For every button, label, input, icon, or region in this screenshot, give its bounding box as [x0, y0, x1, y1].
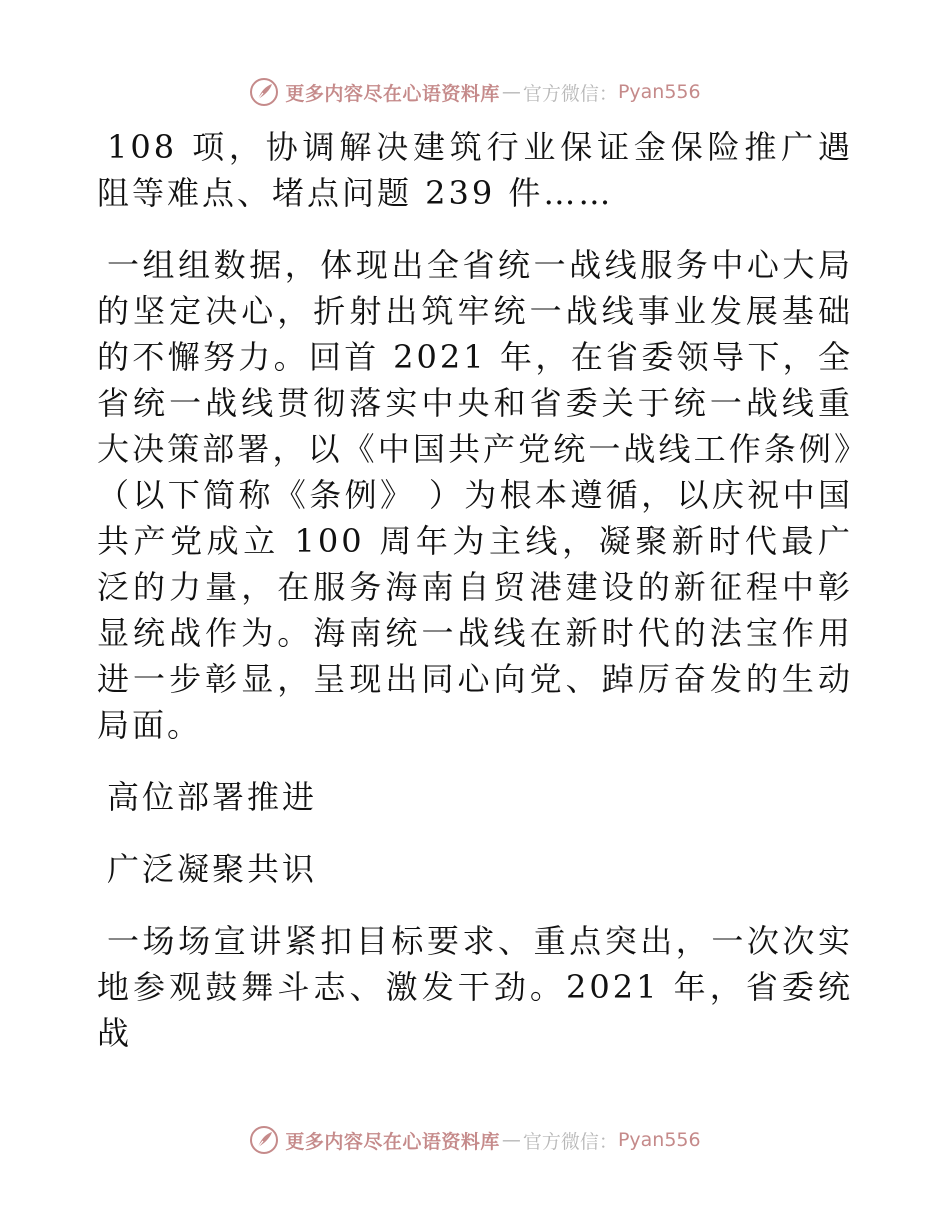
section-heading-2: 广泛凝聚共识	[107, 850, 318, 888]
watermark-wechat-id: Pyan556	[617, 1129, 701, 1151]
section-heading-1: 高位部署推进	[107, 778, 318, 816]
watermark-separator: —	[501, 1129, 521, 1151]
feather-pen-icon	[249, 1125, 279, 1155]
paragraph-3: 一场场宣讲紧扣目标要求、重点突出，一次次实地参观鼓舞斗志、激发干劲。2021 年，省委统战	[97, 922, 853, 1052]
watermark-wechat-id: Pyan556	[617, 81, 701, 103]
page-footer-watermark	[0, 1118, 950, 1162]
watermark-brand: 更多内容尽在心语资料库	[285, 82, 500, 105]
watermark-official-label: 官方微信：	[522, 1130, 618, 1153]
watermark-separator: —	[501, 81, 521, 103]
paragraph-1: 108 项，协调解决建筑行业保证金保险推广遇阻等难点、堵点问题 239 件……	[97, 128, 853, 212]
watermark-brand: 更多内容尽在心语资料库	[285, 1130, 500, 1153]
page-header-watermark	[0, 70, 950, 114]
feather-pen-icon	[249, 77, 279, 107]
paragraph-2: 一组组数据，体现出全省统一战线服务中心大局的坚定决心，折射出筑牢统一战线事业发展基础的不懈努力。回首 2021 年，在省委领导下，全省统一战线贯彻落实中央和省委关于统一战线重大决策部署，以《中国共产党统一战线工作条例》（以下简称《条例》 ）为根本遵循，以庆祝中国共产党成立 100 周年为主线，凝聚新时代最广泛的力量，在服务海南自贸港建设的新征程中彰显统战作为。海南统一战线在新时代的法宝作用进一步彰显，呈现出同心向党、踔厉奋发的生动局面。	[97, 246, 853, 744]
document-body	[97, 124, 853, 1082]
watermark-official-label: 官方微信：	[522, 82, 618, 105]
